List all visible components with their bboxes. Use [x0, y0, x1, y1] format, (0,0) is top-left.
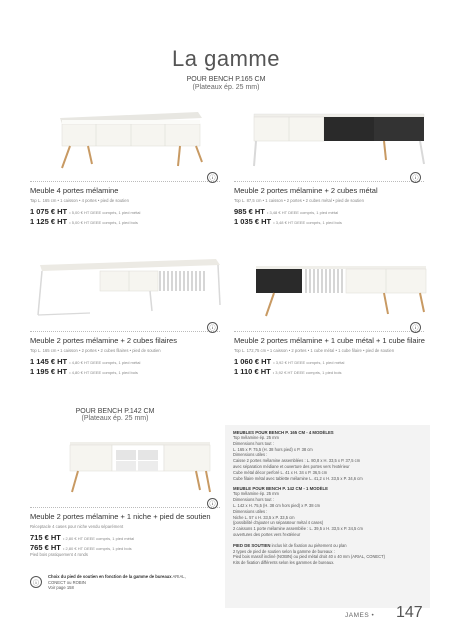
product-desc: Top L. 165 cm • 1 caisson • 2 portes • 2 cubes filaires • pied de soutien: [30, 348, 161, 353]
product-card: [30, 336, 220, 376]
page-title: La gamme: [172, 46, 280, 71]
price-wood: 1 125 € HT • 5,00 € HT DEEE compris, 1 pied bois: [30, 217, 138, 226]
price-metal: 715 € HT • 2,80 € HT DEEE compris, 1 pied métal: [30, 533, 135, 542]
spec-lines-165: Top mélamine ép. 25 mm Dimensions hors tout : L. 165 x P. 75,5 (H. 38 hors pied) x P. 38 cm Dimensions utiles : Caisse 2 portes mélamine assemblées : L. 80,8 x H. 33,5 x P. 37,5 cm avec séparation médiane et ouverture des portes vers l'extérieur Cube métal décor perforé L. 41 x H. 34 x P. 36,5 cm Cube filaire métal avec tablette mélamine L. 41,2 x H. 33,5 x P. 34,6 cm: [233, 435, 363, 481]
bench142-label: POUR BENCH P.142 CM: [75, 408, 155, 415]
price-metal: 985 € HT • 3,48 € HT DEEE compris, 1 pied métal: [234, 207, 339, 216]
price-wood: 1 110 € HT • 3,92 € HT DEEE compris, 1 pied bois: [234, 367, 342, 376]
footer-brand: JAMES •: [345, 612, 375, 619]
product-name: Meuble 2 portes mélamine + 1 cube métal + 1 cube filaire: [234, 336, 425, 345]
product-image-cube-metal-filaire: [234, 250, 434, 320]
info-icon: ⓘ: [30, 576, 42, 588]
price-metal: 1 075 € HT • 5,00 € HT DEEE compris, 1 pied métal: [30, 207, 141, 216]
price-wood: 1 195 € HT • 4,80 € HT DEEE compris, 1 pied bois: [30, 367, 138, 376]
spec-title-142: MEUBLE POUR BENCH P. 142 CM - 1 MODÈLE: [233, 486, 328, 492]
product-image-2-cubes-filaires: [30, 245, 230, 320]
info-icon: ⓘ: [410, 322, 421, 333]
product-image-niche: [60, 428, 220, 498]
bench165-label: POUR BENCH P.165 CM: [186, 76, 266, 83]
price-metal: 1 145 € HT • 4,80 € HT DEEE compris, 1 pied métal: [30, 357, 141, 366]
product-name: Meuble 2 portes mélamine + 2 cubes filaires: [30, 336, 177, 345]
product-image-2-cubes-metal: [234, 100, 434, 172]
page-number: 147: [396, 604, 423, 621]
product-card: [234, 336, 426, 376]
product-name: Meuble 2 portes mélamine + 2 cubes métal: [234, 186, 378, 195]
info-icon: ⓘ: [410, 172, 421, 183]
specifications-box: [225, 425, 430, 608]
product-desc: Tap L. 165 cm • 1 caisson • 4 portes • pied de soutien: [30, 198, 129, 203]
bench142-sub: (Plateaux ép. 25 mm): [81, 415, 149, 422]
product-card: [234, 186, 426, 226]
product-desc: Top L. 87,5 cm • 1 caisson • 2 portes • 2 cubes métal • pied de soutien: [234, 198, 364, 203]
product-image-4-portes: [30, 100, 230, 172]
spec-support-leg: PIED DE SOUTIEN inclus kit de fixation au piétement ou plan 2 types de pied de soutien selon la gamme de bureaux : Pied bois massif incliné (NOBIN) ou pied métal droit 40 x 40 mm (ARIAL, CONECT) Kits de fixation différents selon les gammes de bureaux.: [233, 542, 385, 566]
bench165-sub: (Plateaux ép. 25 mm): [192, 84, 260, 91]
price-wood: 1 035 € HT • 3,48 € HT DEEE compris, 1 pied bois: [234, 217, 342, 226]
product-desc: Réceptacle 4 cases pour niche vendu séparément: [30, 524, 124, 529]
spec-title-165: MEUBLES POUR BENCH P. 165 CM - 4 MODÈLES: [233, 430, 334, 435]
info-icon: ⓘ: [207, 498, 218, 509]
bench142-header: [60, 408, 170, 422]
info-icon: ⓘ: [207, 172, 218, 183]
product-name: Meuble 4 portes mélamine: [30, 186, 119, 195]
price-wood: 765 € HT • 2,80 € HT DEEE compris, 1 pied bois: [30, 543, 132, 552]
product-extra: Pied bois pratiquement 4 ronds: [30, 552, 88, 557]
spec-lines-142: Top mélamine ép. 25 mm Dimensions hors tout : L. 142 x H. 75,5 (H. 38 cm hors pied) x P. 38 cm Dimensions utiles : Niche L. 57 x H. 33,5 x P. 33,5 cm (possibilité d'ajouter un séparateur métal 4 cases) 2 caissons 1 porte mélamine assemblée : L. 39,5 x H. 33,5 x P. 34,5 cm ouvertures des portes vers l'extérieur: [233, 491, 363, 537]
product-name: Meuble 2 portes mélamine + 1 niche + pied de soutien: [30, 512, 211, 521]
leg-choice-note: Choix du pied de soutien en fonction de la gamme de bureaux ARIAL, CONECT ou ROBIN Voir page 158: [48, 574, 186, 591]
info-icon: ⓘ: [207, 322, 218, 333]
product-desc: Top L. 172,75 cm • 1 caisson • 2 portes • 1 cube métal • 1 cube filaire • pied de soutien: [234, 348, 395, 353]
product-card: [30, 512, 220, 558]
price-metal: 1 060 € HT • 3,92 € HT DEEE compris, 1 pied métal: [234, 357, 345, 366]
product-card: [30, 186, 220, 226]
